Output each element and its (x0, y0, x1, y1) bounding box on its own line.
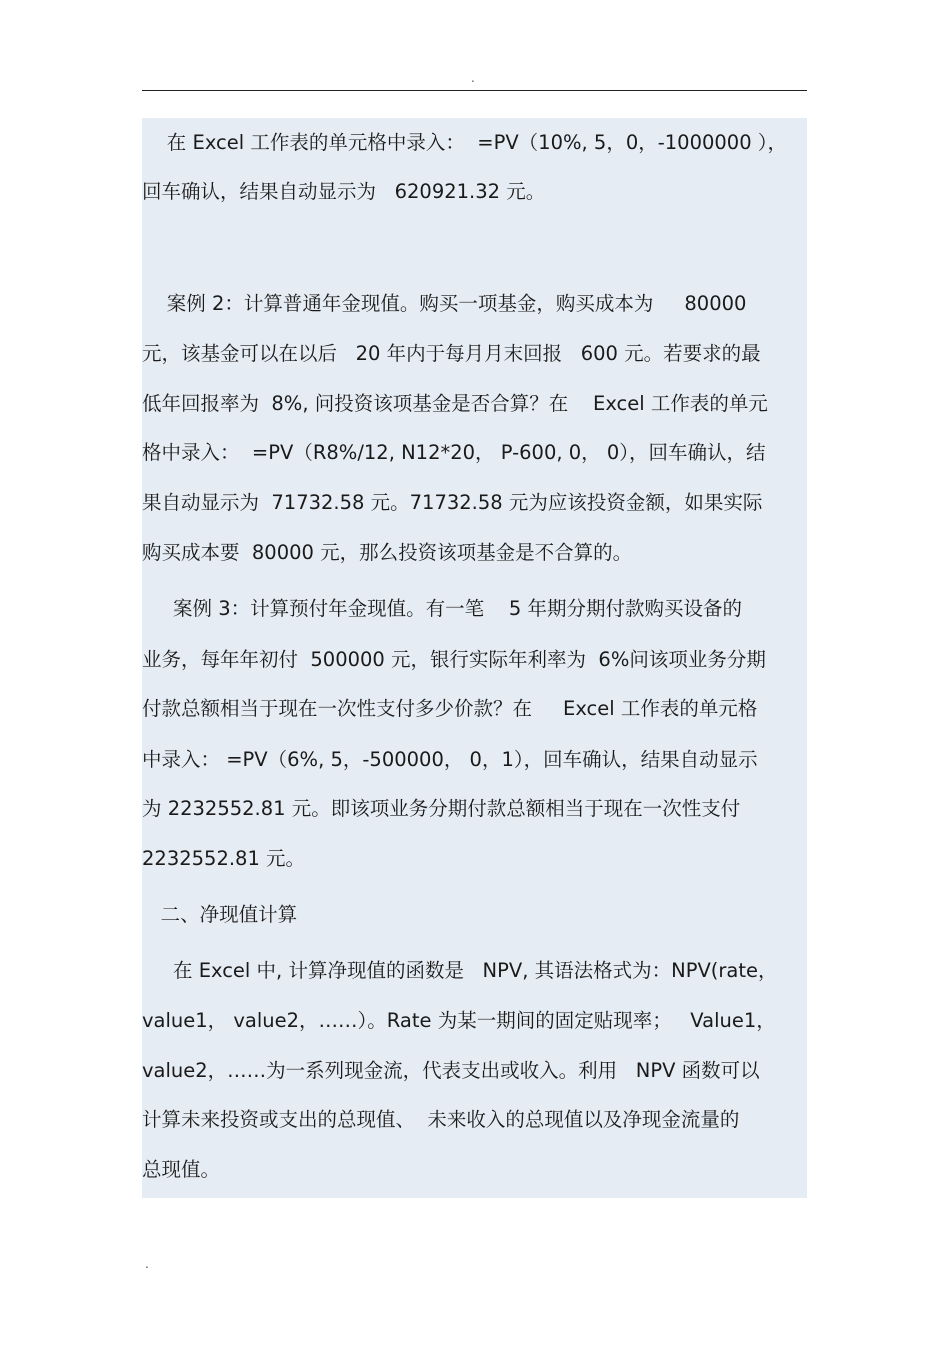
text-line: 格中录入： =PV（R8%/12, N12*20， P-600, 0， 0），回车确认，结 (142, 441, 766, 464)
text-line: 元，该基金可以在以后 20 年内于每月月末回报 600 元。若要求的最 (142, 342, 761, 365)
text-line: 2232552.81 元。 (142, 847, 306, 870)
text-line: 计算未来投资或支出的总现值、 未来收入的总现值以及净现金流量的 (142, 1108, 740, 1131)
text-line: 在 Excel 中, 计算净现值的函数是 NPV, 其语法格式为：NPV(rate， (142, 959, 778, 982)
header-rule (142, 90, 807, 91)
text-line: 中录入： =PV（6%, 5，-500000， 0，1），回车确认，结果自动显示 (142, 748, 758, 771)
text-line: 在 Excel 工作表的单元格中录入： =PV（10%, 5，0，-1000000 ）， (142, 131, 788, 154)
text-line: 为 2232552.81 元。即该项业务分期付款总额相当于现在一次性支付 (142, 797, 741, 820)
text-line: 付款总额相当于现在一次性支付多少价款？在 Excel 工作表的单元格 (142, 697, 758, 720)
text-line: 购买成本要 80000 元，那么投资该项基金是不合算的。 (142, 541, 633, 564)
text-line: value1， value2，……）。Rate 为某一期间的固定贴现率； Value1， (142, 1009, 776, 1032)
text-line: 案例 2：计算普通年金现值。购买一项基金，购买成本为 80000 (142, 292, 747, 315)
text-line: value2，……为一系列现金流，代表支出或收入。利用 NPV 函数可以 (142, 1059, 760, 1082)
page-footer-mark: . (145, 1257, 149, 1271)
section-heading: 二、净现值计算 (142, 903, 298, 926)
text-line: 业务，每年年初付 500000 元，银行实际年利率为 6%问该项业务分期 (142, 648, 766, 671)
text-line: 回车确认，结果自动显示为 620921.32 元。 (142, 180, 546, 203)
text-line: 案例 3：计算预付年金现值。有一笔 5 年期分期付款购买设备的 (142, 597, 742, 620)
text-line: 总现值。 (142, 1158, 221, 1181)
page-header-mark: . (471, 71, 475, 85)
content-block (142, 118, 807, 1198)
text-line: 低年回报率为 8%, 问投资该项基金是否合算？在 Excel 工作表的单元 (142, 392, 768, 415)
text-line: 果自动显示为 71732.58 元。71732.58 元为应该投资金额，如果实际 (142, 491, 763, 514)
